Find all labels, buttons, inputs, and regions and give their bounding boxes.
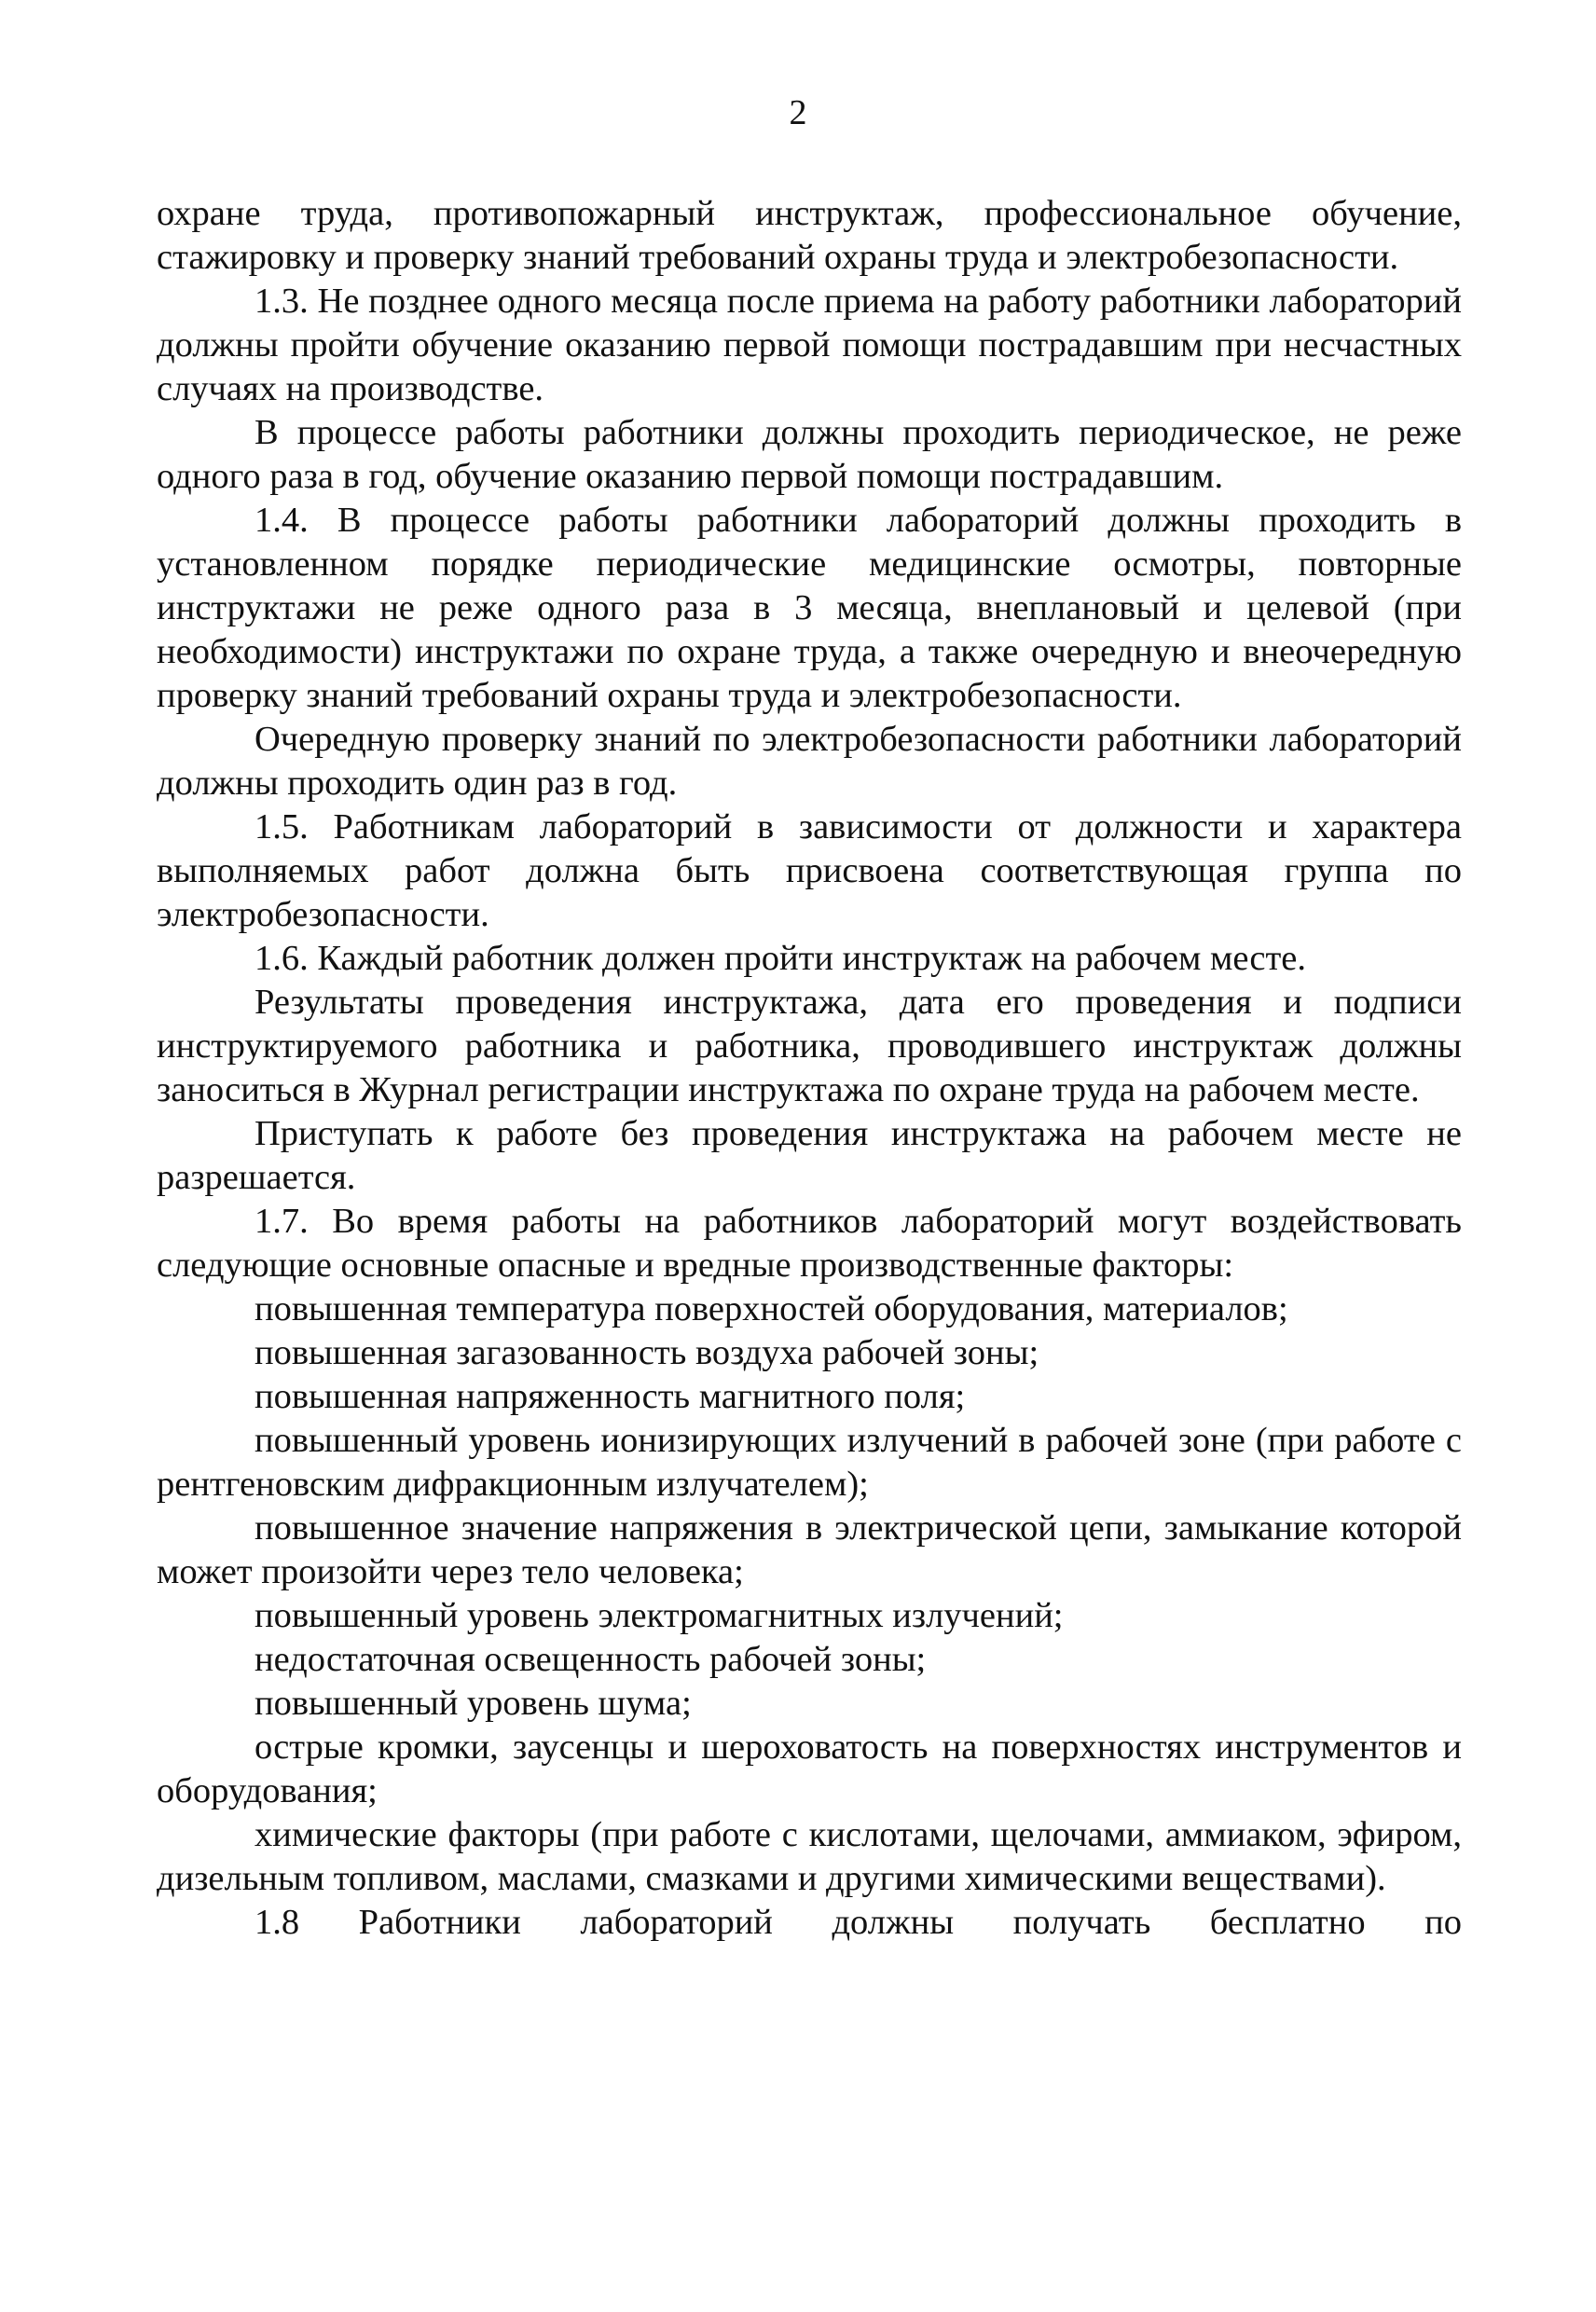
paragraph-electrosafety-check: Очередную проверку знаний по электробезопасности работники лабораторий должны проходить один раз в год. — [157, 720, 1462, 803]
hazard-item: повышенная загазованность воздуха рабочей зоны; — [255, 1333, 1039, 1372]
hazard-item: повышенная напряженность магнитного поля; — [255, 1377, 966, 1416]
hazard-item: химические факторы (при работе с кислотами, щелочами, аммиаком, эфиром, дизельным топливом, маслами, смазками и другими химическими веществами). — [157, 1815, 1462, 1898]
document-body — [157, 192, 1462, 1945]
paragraph-first-aid-periodic: В процессе работы работники должны проходить периодическое, не реже одного раза в год, обучение оказанию первой помощи пострадавшим. — [157, 413, 1462, 496]
hazard-item: повышенный уровень ионизирующих излучений в рабочей зоне (при работе с рентгеновским дифракционным излучателем); — [157, 1421, 1462, 1504]
hazard-item: повышенная температура поверхностей оборудования, материалов; — [255, 1289, 1288, 1328]
hazard-item: повышенное значение напряжения в электрической цепи, замыкание которой может произойти через тело человека; — [157, 1508, 1462, 1591]
paragraph-instruction-results: Результаты проведения инструктажа, дата его проведения и подписи инструктируемого работника и работника, проводившего инструктаж должны заноситься в Журнал регистрации инструктажа по охране труда на рабочем месте. — [157, 983, 1462, 1109]
hazard-item: повышенный уровень шума; — [255, 1684, 692, 1723]
paragraph-1-4: 1.4. В процессе работы работники лабораторий должны проходить в установленном порядке периодические медицинские осмотры, повторные инструктажи не реже одного раза в 3 месяца, внеплановый и целевой (при необходимости) инструктажи по охране труда, а также очередную и внеочередную проверку знаний требований охраны труда и электробезопасности. — [157, 501, 1462, 715]
hazard-item: повышенный уровень электромагнитных излучений; — [255, 1596, 1064, 1635]
paragraph-no-work-without-instruction: Приступать к работе без проведения инструктажа на рабочем месте не разрешается. — [157, 1114, 1462, 1197]
paragraph-1-8: 1.8 Работники лабораторий должны получать бесплатно по — [255, 1903, 1462, 1942]
page-number: 2 — [789, 93, 807, 132]
paragraph-1-3: 1.3. Не позднее одного месяца после приема на работу работники лабораторий должны пройти обучение оказанию первой помощи пострадавшим при несчастных случаях на производстве. — [157, 282, 1462, 408]
paragraph-1-5: 1.5. Работникам лабораторий в зависимости от должности и характера выполняемых работ должна быть присвоена соответствующая группа по электробезопасности. — [157, 807, 1462, 934]
paragraph-continuation: охране труда, противопожарный инструктаж, профессиональное обучение, стажировку и проверку знаний требований охраны труда и электробезопасности. — [157, 194, 1462, 277]
paragraph-1-7: 1.7. Во время работы на работников лабораторий могут воздействовать следующие основные опасные и вредные производственные факторы: — [157, 1202, 1462, 1285]
hazard-item: острые кромки, заусенцы и шероховатость на поверхностях инструментов и оборудования; — [157, 1727, 1462, 1810]
hazard-item: недостаточная освещенность рабочей зоны; — [255, 1640, 927, 1679]
paragraph-1-6: 1.6. Каждый работник должен пройти инструктаж на рабочем месте. — [255, 939, 1307, 978]
